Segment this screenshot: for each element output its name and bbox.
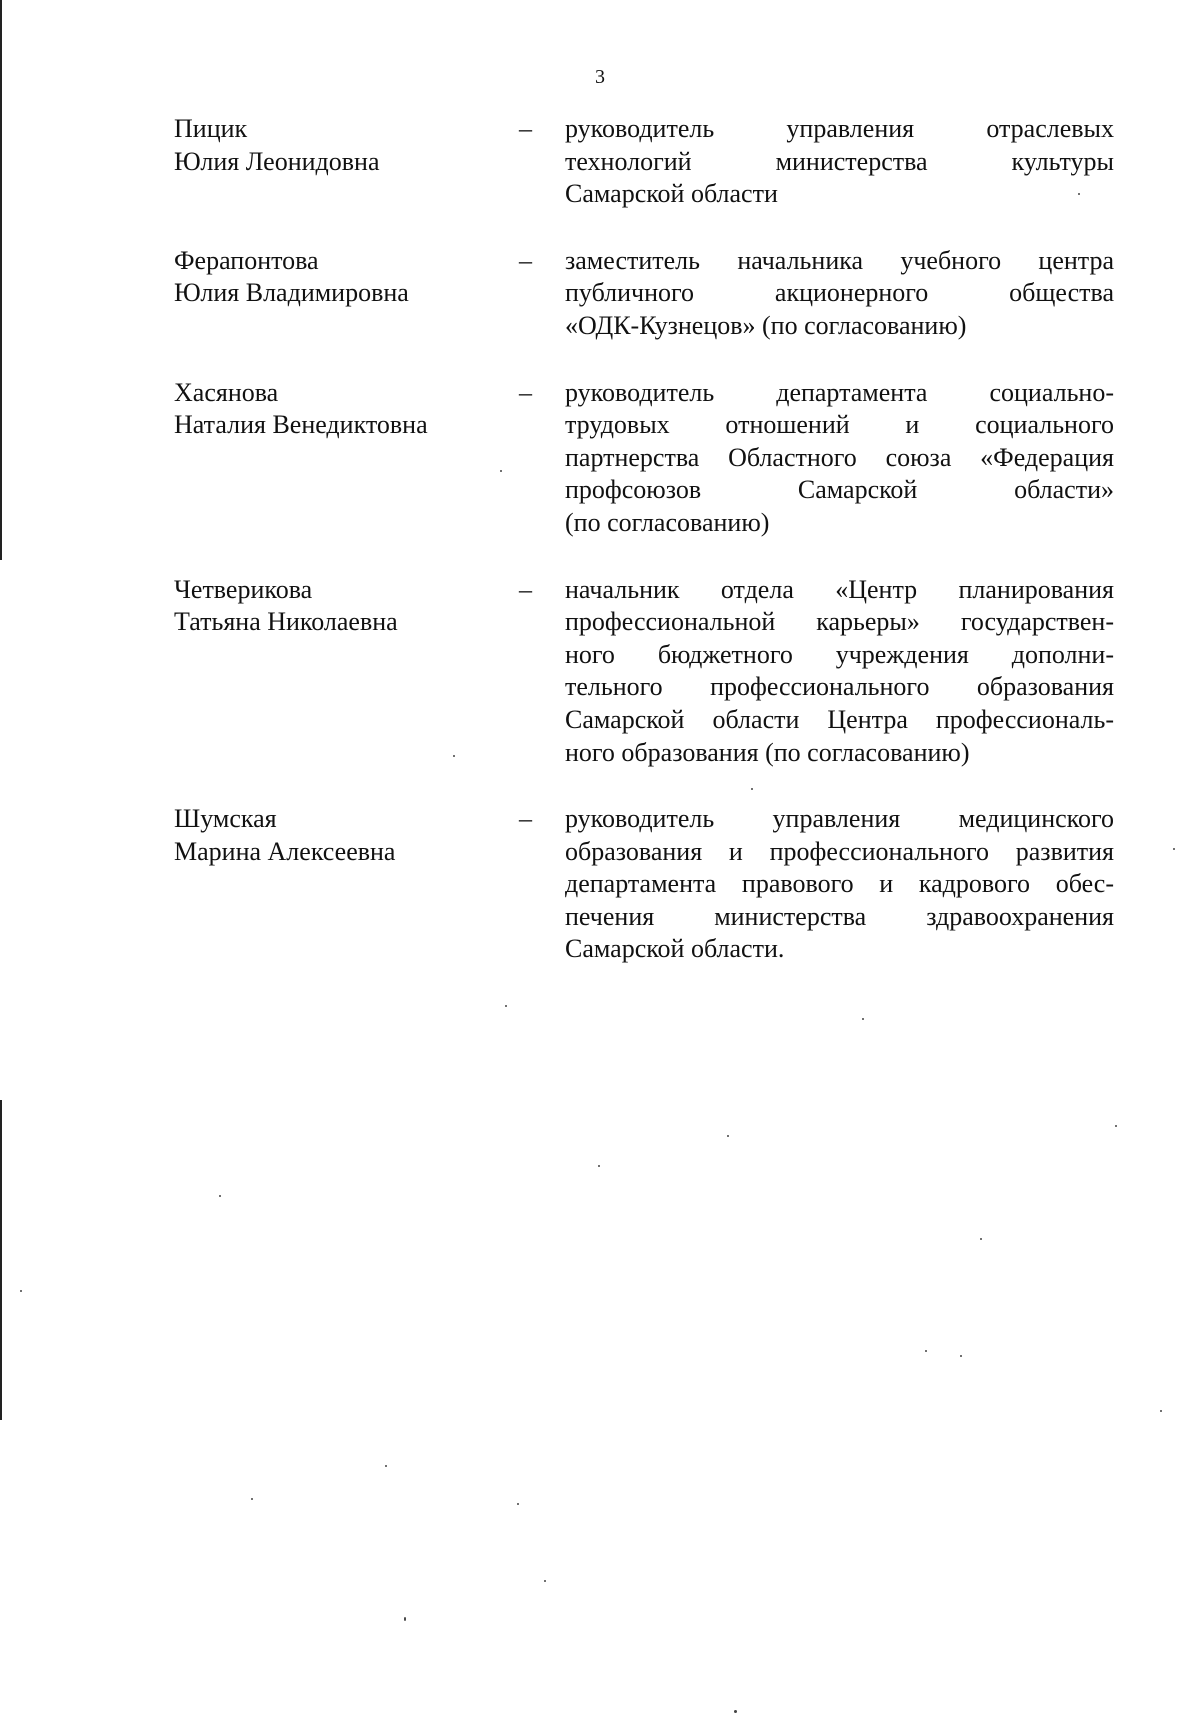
- scan-speck: [862, 1018, 864, 1020]
- position-line: начальник отдела «Центр планирования: [565, 574, 1114, 604]
- list-item: [174, 113, 1114, 211]
- scan-speck: [1173, 848, 1175, 850]
- position-line: Самарской области.: [565, 934, 785, 964]
- member-given-names: Юлия Леонидовна: [174, 146, 380, 176]
- scan-speck: [505, 1005, 507, 1007]
- member-given-names: Юлия Владимировна: [174, 278, 409, 308]
- member-name: [174, 245, 519, 310]
- position-line: технологий министерства культуры: [565, 146, 1114, 176]
- member-position: [565, 113, 1114, 211]
- position-line: образования и профессионального развития: [565, 836, 1114, 866]
- member-given-names: Наталия Венедиктовна: [174, 410, 428, 440]
- position-line: ного бюджетного учреждения дополни-: [565, 639, 1114, 669]
- dash-separator: –: [519, 114, 532, 143]
- scan-speck: [925, 1350, 927, 1352]
- position-line: печения министерства здравоохранения: [565, 901, 1114, 931]
- position-line: профессиональной карьеры» государствен-: [565, 607, 1114, 637]
- position-line: профсоюзов Самарской области»: [565, 475, 1114, 505]
- scan-speck: [385, 1465, 387, 1467]
- position-line: партнерства Областного союза «Федерация: [565, 442, 1114, 472]
- member-position: [565, 803, 1114, 966]
- scan-speck: [1115, 1125, 1117, 1127]
- position-line: руководитель управления отраслевых: [565, 114, 1114, 143]
- scan-speck: [598, 1165, 600, 1167]
- scan-speck: [544, 1580, 546, 1582]
- position-line: Самарской области Центра профессиональ-: [565, 704, 1114, 734]
- position-line: тельного профессионального образования: [565, 672, 1114, 702]
- position-line: руководитель управления медицинского: [565, 804, 1114, 834]
- position-line: Самарской области: [565, 179, 778, 209]
- member-surname: Шумская: [174, 804, 277, 834]
- member-given-names: Татьяна Николаевна: [174, 607, 398, 637]
- position-line: ного образования (по согласованию): [565, 737, 970, 767]
- scan-edge-mark-bottom: [0, 1100, 2, 1420]
- member-name: [174, 574, 519, 639]
- position-line: департамента правового и кадрового обес-: [565, 869, 1114, 899]
- scan-speck: [980, 1238, 982, 1240]
- position-line: «ОДК-Кузнецов» (по согласованию): [565, 310, 967, 340]
- member-position: [565, 377, 1114, 540]
- position-line: заместитель начальника учебного центра: [565, 245, 1114, 275]
- scan-speck: [734, 1710, 737, 1713]
- member-position: [565, 245, 1114, 343]
- dash-separator: –: [519, 804, 532, 834]
- dash-separator: –: [519, 245, 532, 275]
- scan-speck: [404, 1617, 406, 1621]
- member-surname: Ферапонтова: [174, 245, 319, 275]
- dash-separator: –: [519, 574, 532, 604]
- scan-speck: [219, 1195, 221, 1197]
- position-line: трудовых отношений и социального: [565, 410, 1114, 440]
- scan-speck: [251, 1498, 253, 1500]
- position-line: (по согласованию): [565, 507, 770, 537]
- list-item: [174, 803, 1114, 966]
- scan-speck: [20, 1290, 22, 1292]
- dash-separator: –: [519, 377, 532, 407]
- member-name: [174, 377, 519, 442]
- member-surname: Пицик: [174, 114, 248, 143]
- list-item: [174, 245, 1114, 343]
- position-line: руководитель департамента социально-: [565, 377, 1114, 407]
- member-list: [174, 113, 1114, 966]
- member-name: [174, 113, 519, 178]
- member-given-names: Марина Алексеевна: [174, 836, 396, 866]
- page-number: 3: [595, 66, 605, 88]
- scan-speck: [1160, 1410, 1162, 1412]
- scan-speck: [500, 470, 502, 472]
- member-name: [174, 803, 519, 868]
- scan-speck: [751, 788, 753, 790]
- member-surname: Хасянова: [174, 377, 279, 407]
- scan-speck: [960, 1355, 962, 1357]
- scan-speck: [453, 755, 455, 757]
- scan-speck: [727, 1135, 729, 1137]
- scan-speck: [1078, 193, 1080, 195]
- list-item: [174, 377, 1114, 540]
- scan-speck: [517, 1503, 519, 1505]
- member-surname: Четверикова: [174, 574, 313, 604]
- member-position: [565, 574, 1114, 770]
- list-item: [174, 574, 1114, 770]
- position-line: публичного акционерного общества: [565, 278, 1114, 308]
